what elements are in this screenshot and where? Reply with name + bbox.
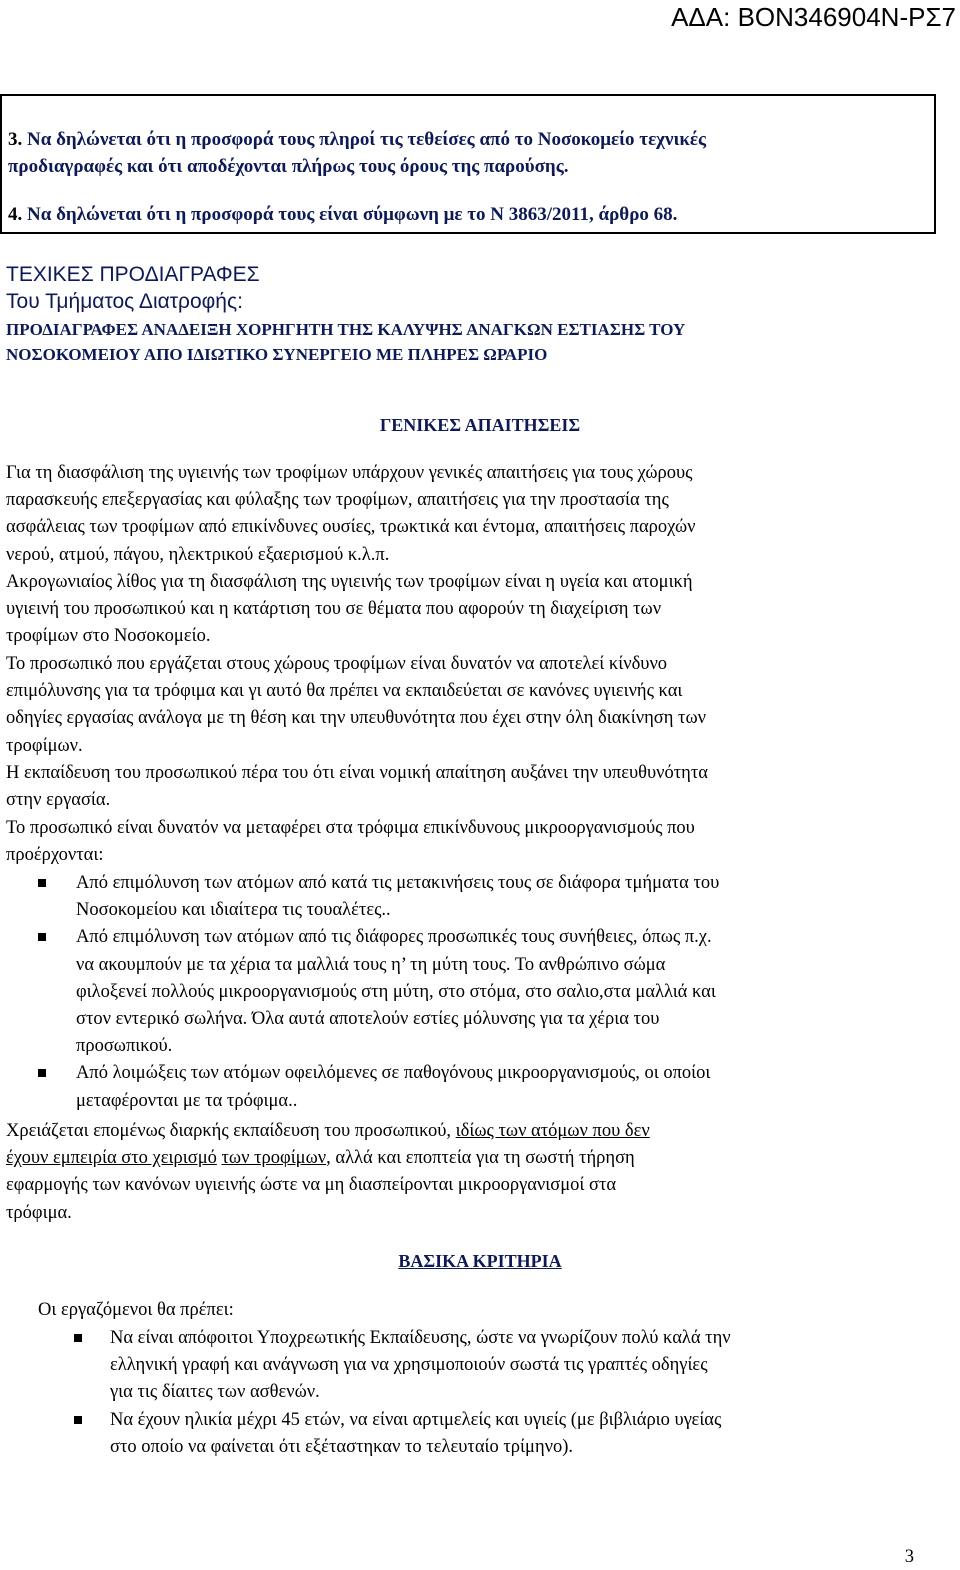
contamination-sources-list (76, 870, 936, 1115)
item-3-line-2: προδιαγραφές και ότι αποδέχονται πλήρως τους όρους της παρούσης. (8, 156, 569, 177)
worker-criteria-list (110, 1325, 930, 1461)
bullet-square-icon (74, 1416, 82, 1424)
bullet-square-icon (38, 933, 46, 941)
paragraph-4: Η εκπαίδευση του προσωπικού πέρα του ότι είναι νομική απαίτηση αυξάνει την υπευθυνότητα στην εργασία. (6, 763, 708, 811)
requirements-box (0, 94, 936, 234)
ada-code: ΑΔΑ: ΒΟΝ346904Ν-ΡΣ7 (671, 2, 956, 32)
list-item: Να είναι απόφοιτοι Υποχρεωτικής Εκπαίδευσης, ώστε να γνωρίζουν πολύ καλά την ελληνική γραφή και ανάγνωση για να χρησιμοποιούν σωστά τις γραπτές οδηγίες για τις δίαιτες των ασθενών. (110, 1325, 930, 1407)
spec-heading-line-2: ΝΟΣΟΚΟΜΕΙΟΥ ΑΠΟ ΙΔΙΩΤΙΚΟ ΣΥΝΕΡΓΕΙΟ ΜΕ ΠΛΗΡΕΣ ΩΡΑΡΙΟ (6, 345, 548, 364)
list-item: Από λοιμώξεις των ατόμων οφειλόμενες σε παθογόνους μικροοργανισμούς, οι οποίοι μεταφέρονται με τα τρόφιμα.. (76, 1060, 936, 1114)
basic-criteria-heading: ΒΑΣΙΚΑ ΚΡΙΤΗΡΙΑ (398, 1251, 562, 1271)
item-4-line: 4. Να δηλώνεται ότι η προσφορά τους είναι σύμφωνη με το Ν 3863/2011, άρθρο 68. (8, 204, 678, 225)
spec-title: ΤΕΧΙΚΕΣ ΠΡΟΔΙΑΓΡΑΦΕΣ (6, 263, 260, 286)
bullet-square-icon (38, 879, 46, 887)
paragraph-1: Για τη διασφάλιση της υγιεινής των τροφίμων υπάρχουν γενικές απαιτήσεις για τους χώρους παρασκευής επεξεργασίας και φύλαξης των τροφίμων, απαιτήσεις για την προστασία της ασφάλειας των τροφίμων από επικίνδυνες ουσίες, τρωκτικά και έντομα, απαιτήσεις παροχών νερού, ατμού, πάγου, ηλεκτρικού εξαερισμού κ.λ.π. (6, 463, 696, 565)
general-requirements-heading: ΓΕΝΙΚΕΣ ΑΠΑΙΤΗΣΕΙΣ (379, 415, 581, 435)
item-3-line-1: 3. Να δηλώνεται ότι η προσφορά τους πληροί τις τεθείσες από το Νοσοκομείο τεχνικές (8, 129, 707, 150)
bullet-square-icon (38, 1069, 46, 1077)
page-number: 3 (904, 1547, 914, 1567)
list-item: Από επιμόλυνση των ατόμων από κατά τις μετακινήσεις τους σε διάφορα τμήματα του Νοσοκομείου και ιδιαίτερα τις τουαλέτες.. (76, 870, 936, 924)
spec-heading-line-1: ΠΡΟΔΙΑΓΡΑΦΕΣ ΑΝΑΔΕΙΞΗ ΧΟΡΗΓΗΤΗ ΤΗΣ ΚΑΛΥΨΗΣ ΑΝΑΓΚΩΝ ΕΣΤΙΑΣΗΣ ΤΟΥ (6, 320, 686, 339)
department-heading: Του Τμήματος Διατροφής: (6, 290, 243, 313)
list-item: Να έχουν ηλικία μέχρι 45 ετών, να είναι αρτιμελείς και υγιείς (με βιβλιάριο υγείας στο οποίο να φαίνεται ότι εξέταστηκαν το τελευταίο τρίμηνο). (110, 1407, 930, 1461)
paragraph-6: Χρειάζεται επομένως διαρκής εκπαίδευση του προσωπικού, ιδίως των ατόμων που δεν έχουν εμπειρία στο χειρισμό των τροφίμων, αλλά και εποπτεία για τη σωστή τήρηση εφαρμογής των κανόνων υγιεινής ώστε να μη διασπείρονται μικροοργανισμοί στα τρόφιμα. (6, 1121, 650, 1223)
workers-intro: Οι εργαζόμενοι θα πρέπει: (38, 1300, 234, 1320)
paragraph-3: Το προσωπικό που εργάζεται στους χώρους τροφίμων είναι δυνατόν να αποτελεί κίνδυνο επιμόλυνσης για τα τρόφιμα και γι αυτό θα πρέπει να εκπαιδεύεται σε κανόνες υγιεινής και οδηγίες εργασίας ανάλογα με τη θέση και την υπευθυνότητα που έχει στην όλη διακίνηση των τροφίμων. (6, 654, 706, 756)
list-item: Από επιμόλυνση των ατόμων από τις διάφορες προσωπικές τους συνήθειες, όπως π.χ. να ακουμπούν με τα χέρια τα μαλλιά τους η’ τη μύτη τους. Το ανθρώπινο σώμα φιλοξενεί πολλούς μικροοργανισμούς στη μύτη, στο στόμα, στο σαλιο,στα μαλλιά και στον εντερικό σωλήνα. Όλα αυτά αποτελούν εστίες μόλυνσης για τα χέρια του προσωπικού. (76, 924, 936, 1060)
paragraph-2: Ακρογωνιαίος λίθος για τη διασφάλιση της υγιεινής των τροφίμων είναι η υγεία και ατομική υγιεινή του προσωπικού και η κατάρτιση του σε θέματα που αφορούν τη διαχείριση των τροφίμων στο Νοσοκομείο. (6, 572, 693, 647)
bullet-square-icon (74, 1334, 82, 1342)
paragraph-5: Το προσωπικό είναι δυνατόν να μεταφέρει στα τρόφιμα επικίνδυνους μικροοργανισμούς που προέρχονται: (6, 818, 695, 866)
